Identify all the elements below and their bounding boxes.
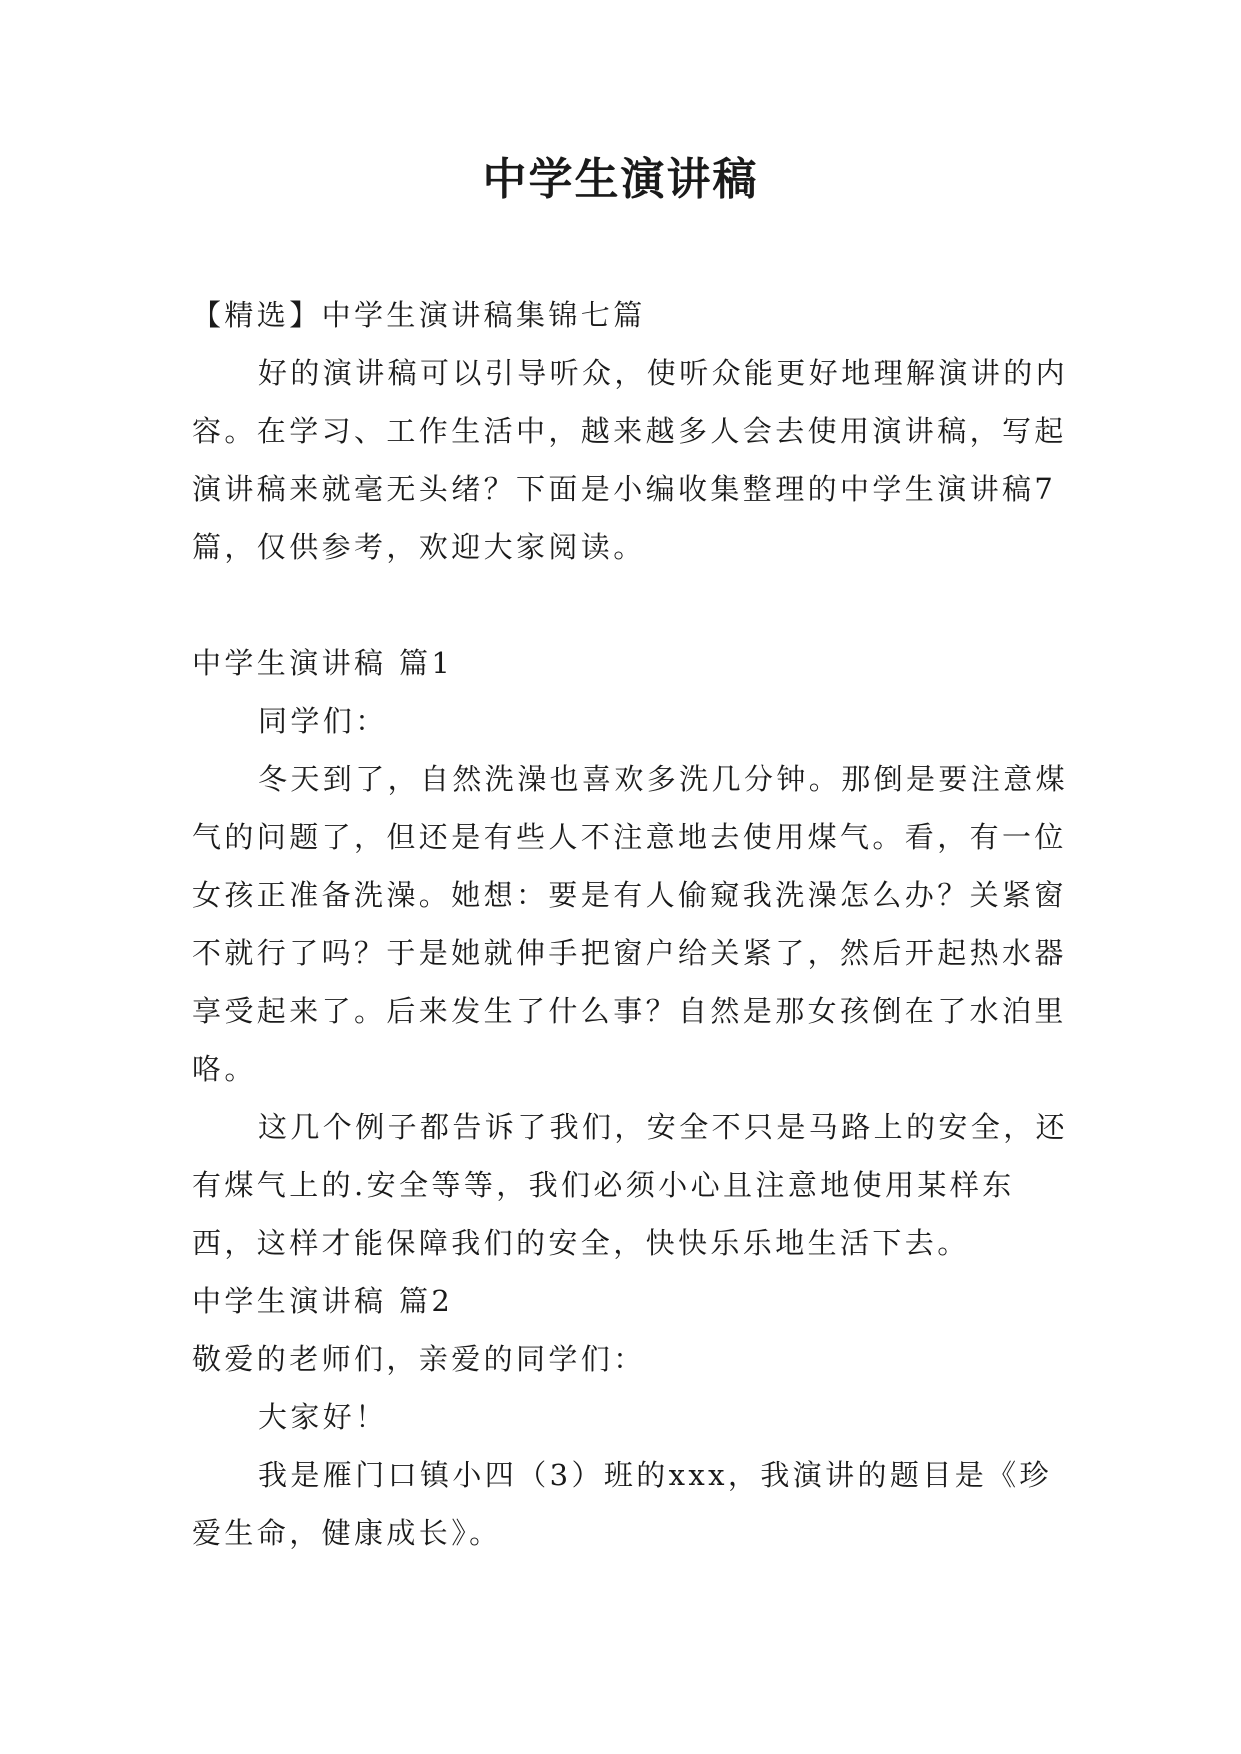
salutation: 敬爱的老师们，亲爱的同学们： bbox=[192, 1342, 646, 1376]
section-gap bbox=[192, 576, 1072, 634]
document-subtitle: 【精选】中学生演讲稿集锦七篇 bbox=[192, 298, 646, 332]
intro-paragraph: 好的演讲稿可以引导听众，使听众能更好地理解演讲的内容。在学习、工作生活中，越来越多人会去使用演讲稿，写起演讲稿来就毫无头绪？下面是小编收集整理的中学生演讲稿7篇，仅供参考，欢迎大家阅读。 bbox=[192, 356, 1069, 564]
section-paragraph: 我是雁门口镇小四（3）班的xxx，我演讲的题目是《珍爱生命，健康成长》。 bbox=[192, 1458, 1052, 1550]
section-paragraph: 大家好！ bbox=[258, 1400, 388, 1434]
document-body bbox=[192, 286, 1072, 1562]
section-heading: 中学生演讲稿 篇1 bbox=[192, 646, 454, 680]
section-heading: 中学生演讲稿 篇2 bbox=[192, 1284, 454, 1318]
section-paragraph: 冬天到了，自然洗澡也喜欢多洗几分钟。那倒是要注意煤气的问题了，但还是有些人不注意地去使用煤气。看，有一位女孩正准备洗澡。她想：要是有人偷窥我洗澡怎么办？关紧窗不就行了吗？于是她就伸手把窗户给关紧了，然后开起热水器享受起来了。后来发生了什么事？自然是那女孩倒在了水泊里咯。 bbox=[192, 762, 1069, 1086]
section-paragraph: 这几个例子都告诉了我们，安全不只是马路上的安全，还有煤气上的.安全等等，我们必须小心且注意地使用某样东西，这样才能保障我们的安全，快快乐乐地生活下去。 bbox=[192, 1110, 1069, 1260]
section-paragraph: 同学们： bbox=[258, 704, 388, 738]
document-title: 中学生演讲稿 bbox=[482, 154, 759, 205]
